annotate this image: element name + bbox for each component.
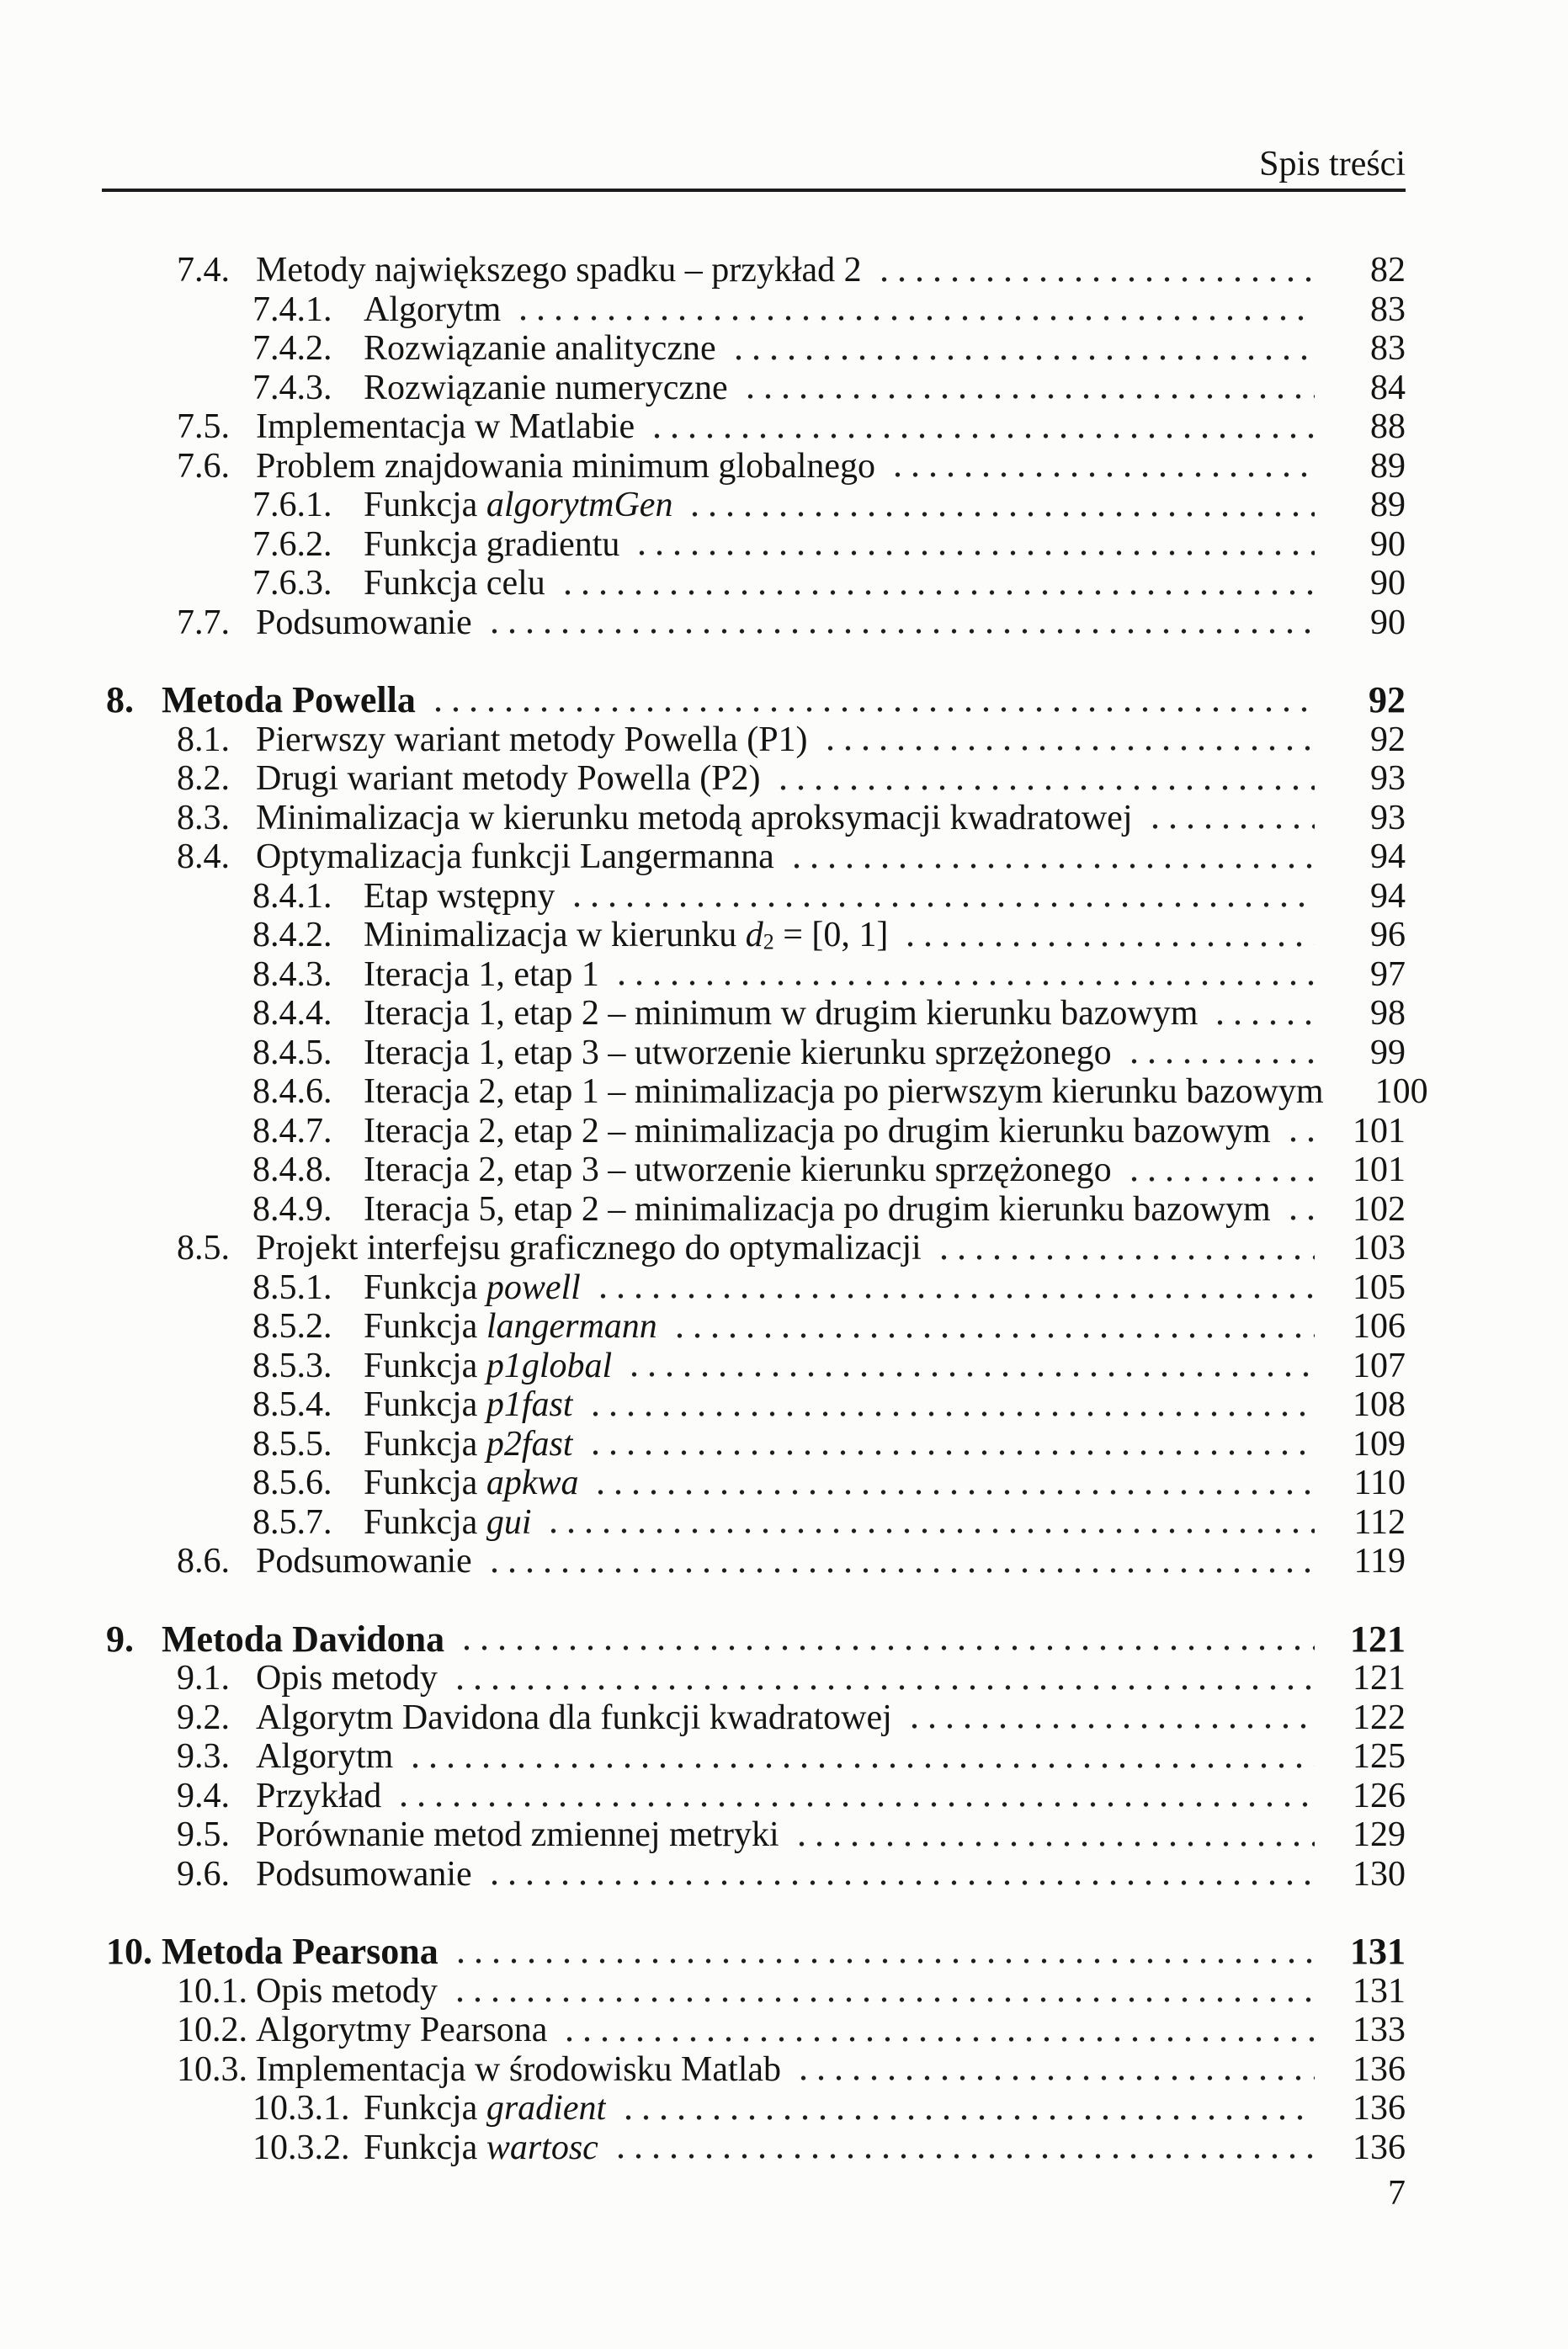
toc-title-segment: Algorytm xyxy=(256,1737,394,1776)
toc-entry-number: 8.1. xyxy=(177,720,230,759)
dot-leader xyxy=(594,1268,1315,1308)
toc-title-segment: Funkcja xyxy=(364,1502,486,1542)
toc-entry-page: 83 xyxy=(1370,329,1406,368)
toc-entry xyxy=(0,1034,1406,1073)
toc-entry xyxy=(0,369,1406,408)
toc-entry xyxy=(0,1972,1406,2012)
toc-entry-page: 101 xyxy=(1353,1151,1406,1189)
toc-entry xyxy=(0,1425,1406,1464)
toc-entry xyxy=(0,1777,1406,1816)
toc-title-segment-italic: d xyxy=(745,916,763,954)
dot-leader xyxy=(587,1425,1316,1464)
toc-title-segment: Metoda Davidona xyxy=(162,1619,445,1659)
toc-entry-number: 8.4.4. xyxy=(252,994,332,1033)
toc-entry-title xyxy=(364,1425,573,1464)
toc-entry-number: 8.2. xyxy=(177,759,230,798)
toc-title-segment: Podsumowanie xyxy=(256,1854,472,1894)
toc-entry-number: 9.5. xyxy=(177,1815,230,1854)
toc-title-segment: Funkcja xyxy=(364,486,486,524)
toc-entry-number: 8.4. xyxy=(177,837,230,876)
toc-entry-number: 10. xyxy=(106,1931,152,1972)
toc-title-segment-italic: algorytmGen xyxy=(486,486,673,524)
toc-entry xyxy=(0,2128,1406,2168)
toc-title-segment: Iteracja 2, etap 3 – utworzenie kierunku sprzężonego xyxy=(364,1151,1112,1189)
toc-entry-number: 7.6.1. xyxy=(252,486,332,524)
toc-entry-page: 105 xyxy=(1353,1268,1406,1307)
toc-entry xyxy=(0,1112,1406,1151)
toc-title-segment: Funkcja xyxy=(364,1268,486,1307)
toc-title-segment: Implementacja w Matlabie xyxy=(256,407,635,446)
dot-leader xyxy=(559,564,1315,603)
toc-entry-number: 8.4.9. xyxy=(252,1189,332,1229)
toc-entry xyxy=(0,1620,1406,1660)
toc-entry-title xyxy=(364,1112,1271,1151)
toc-entry-page: 119 xyxy=(1353,1542,1406,1581)
toc-title-segment: Projekt interfejsu graficznego do optymalizacji xyxy=(256,1229,922,1268)
toc-entry-number: 8.4.6. xyxy=(252,1072,332,1111)
toc-entry-number: 7.4.3. xyxy=(252,368,332,407)
toc-entry xyxy=(0,916,1406,955)
toc-title-segment: Funkcja xyxy=(364,2089,486,2128)
toc-title-segment: = [0, 1] xyxy=(773,916,889,954)
toc-entry-page: 136 xyxy=(1353,2089,1406,2128)
toc-entry-page: 121 xyxy=(1353,1659,1406,1698)
dot-leader xyxy=(561,2011,1315,2050)
toc-entry-number: 7.4. xyxy=(177,251,230,290)
toc-entry-page: 133 xyxy=(1353,2011,1406,2049)
dot-leader xyxy=(795,2050,1315,2090)
toc-entry-page: 94 xyxy=(1370,876,1406,916)
toc-title-segment: Funkcja xyxy=(364,1424,486,1464)
dot-leader xyxy=(452,1932,1315,1972)
toc-title-segment: Algorytmy Pearsona xyxy=(256,2011,548,2049)
toc-entry xyxy=(0,1072,1428,1112)
toc-entry xyxy=(0,564,1406,603)
toc-entry-page: 130 xyxy=(1353,1854,1406,1894)
toc-entry-title xyxy=(256,720,808,760)
toc-entry xyxy=(0,1855,1406,1895)
toc-entry-number: 7.5. xyxy=(177,407,230,446)
toc-entry-page: 131 xyxy=(1353,1971,1406,2011)
toc-entry xyxy=(0,877,1406,917)
toc-entry-page: 103 xyxy=(1353,1229,1406,1268)
dot-leader xyxy=(648,407,1315,447)
toc-entry xyxy=(0,1932,1406,1972)
toc-title-segment: Pierwszy wariant metody Powella (P1) xyxy=(256,720,808,759)
toc-title-segment: Funkcja xyxy=(364,1385,486,1424)
toc-entry-title xyxy=(364,1503,531,1543)
toc-entry xyxy=(0,799,1406,838)
toc-entry-page: 101 xyxy=(1353,1111,1406,1151)
toc-entry-number: 8.4.1. xyxy=(252,876,332,916)
dot-leader xyxy=(625,1347,1315,1386)
toc-entry-number: 9.2. xyxy=(177,1698,230,1737)
toc-entry-page: 84 xyxy=(1370,368,1406,407)
toc-title-segment: Optymalizacja funkcji Langermanna xyxy=(256,837,774,876)
toc-title-segment-italic: langermann xyxy=(486,1307,657,1346)
dot-leader xyxy=(592,1464,1315,1503)
toc-entry xyxy=(0,251,1406,290)
dot-leader xyxy=(486,1542,1315,1581)
dot-leader xyxy=(875,251,1315,290)
toc-entry-number: 8.5.5. xyxy=(252,1424,332,1464)
toc-entry xyxy=(0,1347,1406,1386)
toc-entry-number: 9.6. xyxy=(177,1854,230,1894)
toc-entry xyxy=(0,681,1406,720)
dot-leader xyxy=(889,447,1315,486)
dot-leader xyxy=(486,1855,1315,1895)
toc-title-segment: Metoda Powella xyxy=(162,681,416,720)
toc-entry-page: 90 xyxy=(1370,524,1406,564)
toc-entry-page: 131 xyxy=(1350,1931,1406,1972)
toc-entry-title xyxy=(364,1190,1271,1230)
toc-entry-number: 9.3. xyxy=(177,1737,230,1776)
toc-entry xyxy=(0,1659,1406,1698)
toc-entry-title xyxy=(256,759,761,799)
dot-leader xyxy=(407,1737,1315,1777)
toc-entry-number: 10.2. xyxy=(177,2011,247,2049)
dot-leader xyxy=(788,837,1315,877)
toc-title-segment: Funkcja xyxy=(364,1346,486,1385)
toc-entry-page: 125 xyxy=(1353,1737,1406,1776)
toc-title-segment: Opis metody xyxy=(256,1971,438,2011)
toc-entry-page: 126 xyxy=(1353,1776,1406,1815)
dot-leader xyxy=(612,2128,1315,2168)
dot-leader xyxy=(429,681,1315,720)
toc-entry xyxy=(0,720,1406,760)
toc-title-segment: Funkcja celu xyxy=(364,564,545,603)
toc-entry-title xyxy=(256,1855,472,1895)
toc-title-segment: Problem znajdowania minimum globalnego xyxy=(256,446,876,486)
toc-title-segment: Iteracja 1, etap 3 – utworzenie kierunku sprzężonego xyxy=(364,1033,1112,1072)
toc-title-segment: Przykład xyxy=(256,1776,382,1815)
toc-entry xyxy=(0,1737,1406,1777)
toc-entry-page: 108 xyxy=(1353,1385,1406,1424)
toc-entry-number: 8.3. xyxy=(177,798,230,837)
toc-entry-number: 8.5.7. xyxy=(252,1502,332,1542)
toc-entry-page: 97 xyxy=(1370,954,1406,994)
toc-entry-title xyxy=(364,1385,573,1425)
toc-entry xyxy=(0,525,1406,565)
toc-entry-number: 8.5.4. xyxy=(252,1385,332,1424)
dot-leader xyxy=(1284,1112,1315,1151)
toc-entry xyxy=(0,407,1406,447)
toc-entry xyxy=(0,329,1406,369)
toc-title-segment-italic: gui xyxy=(486,1502,532,1542)
toc-title-segment-italic: p1fast xyxy=(486,1385,573,1424)
toc-entry-page: 94 xyxy=(1370,837,1406,876)
toc-entry-title xyxy=(364,1464,578,1503)
dot-leader xyxy=(451,1659,1315,1698)
toc-entry xyxy=(0,1268,1406,1308)
toc-entry-title xyxy=(364,994,1198,1034)
toc-entry-number: 10.1. xyxy=(177,1971,247,2011)
toc-entry-page: 90 xyxy=(1370,603,1406,642)
toc-entry-title xyxy=(256,1972,438,2012)
toc-title-segment: Iteracja 5, etap 2 – minimalizacja po drugim kierunku bazowym xyxy=(364,1189,1271,1229)
toc-title-segment-italic: p1global xyxy=(486,1346,613,1385)
toc-title-segment: Rozwiązanie numeryczne xyxy=(364,368,728,407)
toc-entry-title xyxy=(256,799,1133,838)
toc-entry-title xyxy=(256,1815,779,1855)
toc-entry xyxy=(0,1151,1406,1190)
dot-leader xyxy=(1125,1034,1315,1073)
toc-title-segment: Podsumowanie xyxy=(256,603,472,642)
toc-entry-number: 8.4.3. xyxy=(252,954,332,994)
dot-leader xyxy=(741,369,1315,408)
toc-title-segment: Podsumowanie xyxy=(256,1542,472,1581)
toc-list xyxy=(0,251,1428,2167)
dot-leader xyxy=(774,759,1315,799)
toc-entry-number: 7.6. xyxy=(177,446,230,486)
toc-title-segment: Opis metody xyxy=(256,1659,438,1698)
dot-leader xyxy=(568,877,1315,917)
footer-page-number: 7 xyxy=(1388,2174,1406,2213)
toc-entry-number: 7.4.2. xyxy=(252,329,332,368)
toc-entry-title xyxy=(364,369,728,408)
toc-title-segment-italic: powell xyxy=(486,1268,581,1307)
toc-entry-number: 8. xyxy=(106,679,134,720)
toc-entry-title xyxy=(162,1932,439,1972)
toc-entry-page: 96 xyxy=(1370,916,1406,954)
toc-entry-number: 8.4.2. xyxy=(252,916,332,954)
toc-entry-number: 8.4.7. xyxy=(252,1111,332,1151)
toc-entry xyxy=(0,1385,1406,1425)
toc-title-segment-subscript: 2 xyxy=(763,929,774,954)
toc-title-segment: Funkcja xyxy=(364,1307,486,1346)
toc-entry-title xyxy=(364,290,501,330)
toc-entry-title xyxy=(256,251,862,290)
dot-leader xyxy=(935,1229,1315,1268)
toc-entry-title xyxy=(256,447,875,486)
dot-leader xyxy=(613,955,1315,995)
toc-entry xyxy=(0,759,1406,799)
toc-entry-number: 8.5.2. xyxy=(252,1307,332,1346)
toc-entry-title xyxy=(364,955,599,995)
toc-entry-page: 92 xyxy=(1370,720,1406,759)
dot-leader xyxy=(1284,1190,1315,1230)
toc-entry-number: 7.6.2. xyxy=(252,524,332,564)
page-header-title: Spis treści xyxy=(1259,145,1406,183)
toc-entry xyxy=(0,2050,1406,2090)
toc-entry-number: 10.3.1. xyxy=(252,2089,350,2128)
toc-entry-title xyxy=(364,329,716,369)
toc-entry-page: 93 xyxy=(1370,798,1406,837)
toc-title-segment: Algorytm xyxy=(364,290,502,329)
toc-entry xyxy=(0,447,1406,486)
toc-entry-page: 82 xyxy=(1370,251,1406,290)
toc-title-segment: Funkcja gradientu xyxy=(364,524,620,564)
toc-entry xyxy=(0,994,1406,1034)
toc-entry-number: 9.4. xyxy=(177,1776,230,1815)
toc-entry-title xyxy=(256,1659,438,1698)
toc-entry-page: 89 xyxy=(1370,486,1406,524)
toc-title-segment: Rozwiązanie analityczne xyxy=(364,329,716,368)
toc-entry-page: 136 xyxy=(1353,2128,1406,2167)
toc-title-segment: Iteracja 2, etap 2 – minimalizacja po drugim kierunku bazowym xyxy=(364,1111,1271,1151)
dot-leader xyxy=(730,329,1315,369)
toc-title-segment: Etap wstępny xyxy=(364,876,555,916)
toc-entry-page: 136 xyxy=(1353,2049,1406,2089)
toc-entry xyxy=(0,603,1406,643)
toc-entry xyxy=(0,486,1406,525)
toc-entry-page: 129 xyxy=(1353,1815,1406,1854)
toc-entry-number: 8.5.3. xyxy=(252,1346,332,1385)
toc-entry-title xyxy=(256,407,635,447)
toc-entry xyxy=(0,1464,1406,1503)
toc-title-segment: Minimalizacja w kierunku xyxy=(364,916,746,954)
toc-entry-title xyxy=(256,1777,381,1816)
toc-entry-number: 10.3.2. xyxy=(252,2128,350,2167)
dot-leader xyxy=(633,525,1315,565)
toc-entry xyxy=(0,1503,1406,1543)
toc-entry-page: 92 xyxy=(1369,679,1406,720)
toc-entry-title xyxy=(364,877,555,917)
toc-entry-number: 8.5.1. xyxy=(252,1268,332,1307)
toc-entry xyxy=(0,290,1406,330)
dot-leader xyxy=(545,1503,1315,1543)
toc-entry-title xyxy=(364,564,545,603)
toc-title-segment: Funkcja xyxy=(364,1464,486,1502)
toc-entry xyxy=(0,1307,1406,1347)
toc-entry-title xyxy=(256,2011,547,2050)
toc-entry-title xyxy=(256,603,472,643)
toc-entry-page: 122 xyxy=(1353,1698,1406,1737)
toc-title-segment: Metoda Pearsona xyxy=(162,1932,439,1972)
toc-title-segment: Minimalizacja w kierunku metodą aproksymacji kwadratowej xyxy=(256,798,1133,837)
toc-entry-page: 89 xyxy=(1370,446,1406,486)
toc-entry-title xyxy=(364,1268,581,1308)
toc-title-segment: Iteracja 1, etap 2 – minimum w drugim kierunku bazowym xyxy=(364,994,1199,1033)
toc-entry-page: 83 xyxy=(1370,290,1406,329)
toc-entry xyxy=(0,1815,1406,1855)
toc-entry-page: 99 xyxy=(1370,1033,1406,1072)
toc-entry-number: 7.7. xyxy=(177,603,230,642)
toc-title-segment: Porównanie metod zmiennej metryki xyxy=(256,1815,779,1854)
toc-entry-number: 10.3. xyxy=(177,2049,247,2089)
toc-entry-page: 93 xyxy=(1370,759,1406,798)
toc-entry-page: 107 xyxy=(1353,1346,1406,1385)
header-rule xyxy=(102,189,1406,192)
dot-leader xyxy=(395,1777,1315,1816)
toc-entry-title xyxy=(364,1347,612,1386)
toc-entry-title xyxy=(256,837,774,877)
toc-entry xyxy=(0,2011,1406,2050)
toc-entry-number: 7.6.3. xyxy=(252,564,332,603)
toc-title-segment-italic: wartosc xyxy=(486,2128,598,2167)
toc-title-segment-italic: p2fast xyxy=(486,1424,573,1464)
toc-title-segment: Metody największego spadku – przykład 2 xyxy=(256,251,862,290)
toc-entry-title xyxy=(364,1072,1324,1112)
toc-entry-page: 100 xyxy=(1374,1072,1428,1111)
toc-entry-number: 8.4.8. xyxy=(252,1151,332,1189)
toc-entry-title xyxy=(256,1737,393,1777)
dot-leader xyxy=(793,1815,1315,1855)
toc-entry-title xyxy=(256,2050,781,2090)
dot-leader xyxy=(619,2089,1315,2128)
toc-entry-number: 8.4.5. xyxy=(252,1033,332,1072)
toc-title-segment-italic: apkwa xyxy=(486,1464,579,1502)
toc-title-segment: Iteracja 2, etap 1 – minimalizacja po pierwszym kierunku bazowym xyxy=(364,1072,1324,1111)
toc-title-segment: Drugi wariant metody Powella (P2) xyxy=(256,759,761,798)
dot-leader xyxy=(1125,1151,1315,1190)
dot-leader xyxy=(486,603,1315,643)
toc-entry xyxy=(0,955,1406,995)
toc-title-segment: Iteracja 1, etap 1 xyxy=(364,954,599,994)
toc-entry-number: 8.6. xyxy=(177,1542,230,1581)
toc-entry-page: 109 xyxy=(1353,1424,1406,1464)
toc-entry-title xyxy=(364,486,672,525)
toc-entry-page: 110 xyxy=(1353,1464,1406,1502)
toc-entry-page: 102 xyxy=(1353,1189,1406,1229)
toc-title-segment: Algorytm Davidona dla funkcji kwadratowej xyxy=(256,1698,892,1737)
dot-leader xyxy=(821,720,1315,760)
toc-entry-number: 8.5.6. xyxy=(252,1464,332,1502)
dot-leader xyxy=(686,486,1315,525)
toc-entry xyxy=(0,1698,1406,1738)
dot-leader xyxy=(451,1972,1315,2012)
toc-entry-title xyxy=(364,2089,606,2128)
toc-entry-title xyxy=(256,1542,472,1581)
toc-entry-number: 7.4.1. xyxy=(252,290,332,329)
dot-leader xyxy=(906,1698,1315,1738)
dot-leader xyxy=(587,1385,1316,1425)
toc-entry xyxy=(0,1190,1406,1230)
toc-entry-page: 106 xyxy=(1353,1307,1406,1346)
toc-entry xyxy=(0,2089,1406,2128)
toc-entry-number: 9. xyxy=(106,1618,134,1660)
toc-entry-number: 8.5. xyxy=(177,1229,230,1268)
toc-entry xyxy=(0,1229,1406,1268)
toc-entry-title xyxy=(256,1698,892,1738)
toc-entry-page: 112 xyxy=(1353,1502,1406,1542)
toc-entry-title xyxy=(256,1229,922,1268)
toc-entry xyxy=(0,1542,1406,1581)
toc-title-segment: Implementacja w środowisku Matlab xyxy=(256,2049,782,2089)
dot-leader xyxy=(1146,799,1316,838)
dot-leader xyxy=(901,916,1315,955)
toc-entry-title xyxy=(364,1034,1112,1073)
toc-entry-page: 98 xyxy=(1370,994,1406,1033)
toc-entry-page: 88 xyxy=(1370,407,1406,446)
dot-leader xyxy=(671,1307,1315,1347)
toc-entry-title xyxy=(364,1307,657,1347)
toc-title-segment-italic: gradient xyxy=(486,2089,607,2128)
toc-entry-title xyxy=(364,2128,598,2168)
toc-entry-title xyxy=(364,1151,1112,1190)
dot-leader xyxy=(514,290,1315,330)
toc-entry-title xyxy=(364,525,619,565)
toc-entry-number: 9.1. xyxy=(177,1659,230,1698)
toc-entry-page: 121 xyxy=(1350,1618,1406,1660)
dot-leader xyxy=(458,1620,1315,1660)
toc-entry-page: 90 xyxy=(1370,564,1406,603)
toc-title-segment: Funkcja xyxy=(364,2128,486,2167)
toc-entry-title xyxy=(162,1620,444,1660)
dot-leader xyxy=(1211,994,1315,1034)
toc-entry xyxy=(0,837,1406,877)
toc-entry-title xyxy=(162,681,416,720)
